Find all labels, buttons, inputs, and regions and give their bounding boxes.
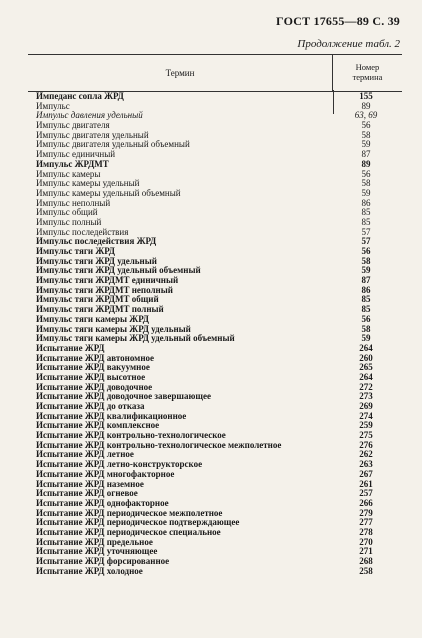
term-number: 56 xyxy=(361,246,371,256)
term-index-list xyxy=(36,92,402,576)
term-number: 260 xyxy=(359,352,373,363)
term-number: 85 xyxy=(361,294,371,305)
term-text: Импульс тяги ЖРДМТ единичный xyxy=(36,275,179,286)
term-text: Импеданс сопла ЖРД xyxy=(36,91,124,101)
term-number: 58 xyxy=(361,129,371,140)
term-text: Импульс давления удельный xyxy=(36,110,143,121)
term-number: 85 xyxy=(361,304,371,315)
term-number: 59 xyxy=(361,187,371,198)
term-text: Импульс тяги ЖРД удельный xyxy=(36,255,157,266)
term-text: Испытание ЖРД холодное xyxy=(36,565,143,576)
term-text: Испытание ЖРД наземное xyxy=(36,478,144,489)
term-number: 87 xyxy=(361,149,371,160)
term-number: 272 xyxy=(359,381,373,392)
term-number: 261 xyxy=(359,478,373,489)
term-text: Испытание ЖРД периодическое специальное xyxy=(36,526,221,537)
term-text: Испытание ЖРД предельное xyxy=(36,536,153,547)
term-text: Испытание ЖРД периодическое подтверждающее xyxy=(36,517,240,528)
standard-header: ГОСТ 17655—89 С. 39 xyxy=(276,14,400,28)
table-row xyxy=(36,92,402,102)
term-text: Испытание ЖРД вакуумное xyxy=(36,362,150,373)
term-number: 56 xyxy=(361,120,371,131)
term-text: Импульс тяги ЖРД xyxy=(36,246,115,256)
term-number: 268 xyxy=(359,556,373,566)
term-text: Импульс тяги ЖРДМТ полный xyxy=(36,304,164,315)
term-number: 57 xyxy=(361,226,371,237)
term-number: 63, 69 xyxy=(354,110,378,121)
term-number: 271 xyxy=(359,546,373,557)
term-number: 279 xyxy=(359,507,373,518)
term-number: 259 xyxy=(359,420,373,431)
term-number: 277 xyxy=(359,517,373,528)
term-number: 270 xyxy=(359,536,373,547)
term-number: 274 xyxy=(359,410,373,421)
column-header-number: Номер термина xyxy=(352,62,383,82)
term-text: Импульс тяги ЖРДМТ общий xyxy=(36,294,159,305)
table-row xyxy=(36,567,402,577)
table-continuation-caption: Продолжение табл. 2 xyxy=(297,38,400,50)
term-text: Испытание ЖРД xyxy=(36,342,105,353)
term-number: 273 xyxy=(359,391,373,402)
term-number: 264 xyxy=(359,371,373,382)
term-number: 87 xyxy=(361,275,371,286)
term-text: Импульс тяги ЖРДМТ неполный xyxy=(36,284,173,295)
term-number: 89 xyxy=(361,158,371,169)
term-text: Испытание ЖРД летное xyxy=(36,449,134,460)
term-text: Импульс тяги ЖРД удельный объемный xyxy=(36,265,201,276)
term-number: 86 xyxy=(361,197,371,208)
term-number: 89 xyxy=(361,100,371,111)
term-number: 267 xyxy=(359,468,373,479)
term-number: 59 xyxy=(361,333,371,344)
term-number: 269 xyxy=(359,401,373,411)
term-text: Импульс камеры xyxy=(36,168,101,179)
term-text: Испытание ЖРД однофакторное xyxy=(36,497,169,508)
term-number: 58 xyxy=(361,178,371,189)
table-header xyxy=(28,54,402,92)
term-text: Импульс тяги камеры ЖРД удельный объемный xyxy=(36,333,235,344)
term-number: 155 xyxy=(359,91,373,101)
term-text: Испытание ЖРД периодическое межполетное xyxy=(36,507,223,518)
term-text: Импульс последействия ЖРД xyxy=(36,236,157,247)
term-number: 266 xyxy=(359,497,373,508)
term-text: Испытание ЖРД высотное xyxy=(36,371,146,382)
term-text: Импульс двигателя удельный объемный xyxy=(36,139,190,150)
term-text: Импульс камеры удельный xyxy=(36,178,140,189)
term-text: Импульс двигателя удельный xyxy=(36,129,149,140)
term-text: Испытание ЖРД автономное xyxy=(36,352,154,363)
term-text: Испытание ЖРД многофакторное xyxy=(36,468,175,479)
term-number: 275 xyxy=(359,430,373,441)
term-text: Испытание ЖРД контрольно-технологическое межполетное xyxy=(36,439,282,450)
term-text: Испытание ЖРД уточняющее xyxy=(36,546,158,557)
term-number: 86 xyxy=(361,284,371,295)
term-number: 85 xyxy=(361,207,371,218)
term-text: Испытание ЖРД доводочное завершающее xyxy=(36,391,211,402)
term-number: 59 xyxy=(361,139,371,150)
term-text: Импульс xyxy=(36,100,70,111)
term-number: 56 xyxy=(361,313,371,324)
term-text: Испытание ЖРД доводочное xyxy=(36,381,153,392)
term-number: 264 xyxy=(359,342,373,353)
term-text: Испытание ЖРД огневое xyxy=(36,488,138,499)
term-text: Испытание ЖРД до отказа xyxy=(36,401,145,411)
term-text: Импульс тяги камеры ЖРД удельный xyxy=(36,323,191,334)
term-text: Испытание ЖРД контрольно-технологическое xyxy=(36,430,226,441)
term-text: Импульс неполный xyxy=(36,197,111,208)
term-text: Импульс тяги камеры ЖРД xyxy=(36,313,149,324)
term-text: Импульс камеры удельный объемный xyxy=(36,187,181,198)
term-text: Импульс общий xyxy=(36,207,98,218)
term-text: Импульс последействия xyxy=(36,226,129,237)
term-text: Импульс единичный xyxy=(36,149,116,160)
column-header-term: Термин xyxy=(28,55,333,91)
term-number: 58 xyxy=(361,255,371,266)
term-text: Испытание ЖРД летно-конструкторское xyxy=(36,459,203,470)
term-number: 59 xyxy=(361,265,371,276)
term-number: 263 xyxy=(359,459,373,470)
term-text: Испытание ЖРД комплексное xyxy=(36,420,160,431)
term-text: Испытание ЖРД квалификационное xyxy=(36,410,187,421)
term-text: Импульс ЖРДМТ xyxy=(36,158,109,169)
term-number: 265 xyxy=(359,362,373,373)
term-number: 257 xyxy=(359,488,373,499)
term-number: 56 xyxy=(361,168,371,179)
term-number: 57 xyxy=(361,236,371,247)
term-number: 262 xyxy=(359,449,373,460)
term-number: 258 xyxy=(359,565,373,576)
term-number: 278 xyxy=(359,526,373,537)
term-number: 58 xyxy=(361,323,371,334)
term-number: 276 xyxy=(359,439,373,450)
term-text: Импульс двигателя xyxy=(36,120,110,131)
term-text: Испытание ЖРД форсированное xyxy=(36,556,170,566)
term-number: 85 xyxy=(361,216,371,227)
term-text: Импульс полный xyxy=(36,216,102,227)
